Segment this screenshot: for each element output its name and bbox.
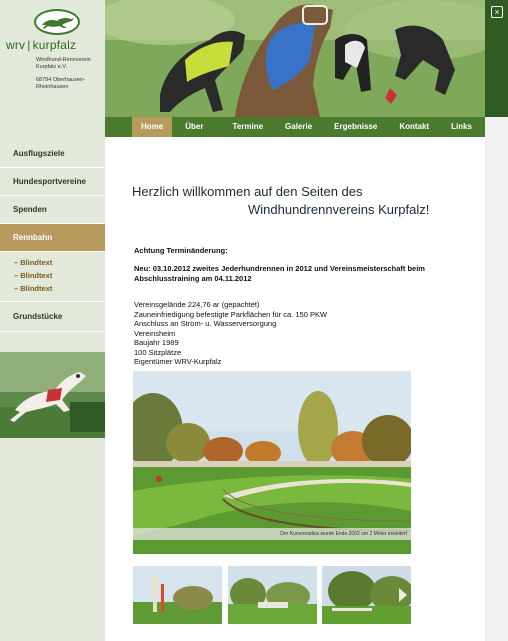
tab-home[interactable]: Home	[132, 117, 172, 137]
fact-line: Anschluss an Strom- u. Wasserversorgung	[134, 319, 277, 328]
tab-galerie[interactable]: Galerie	[285, 122, 313, 131]
fact-line: Eigentümer WRV-Kurpfalz	[134, 357, 222, 366]
sidebar-item-hundesportvereine[interactable]: Hundesportvereine	[0, 168, 105, 196]
right-scroll-strip	[485, 0, 508, 641]
sidebar-greyhound-photo	[0, 352, 105, 438]
chevron-right-icon[interactable]	[399, 588, 407, 602]
sidebar-item-ausflugsziele[interactable]: Ausflugsziele	[0, 140, 105, 168]
fact-line: 100 Sitzplätze	[134, 347, 182, 357]
facility-facts	[134, 300, 434, 367]
logo-wordmark: wrv | kurpfalz	[6, 38, 77, 52]
fact-line: Zauneinfriedigung befestigte Parkflächen für ca. 150 PKW	[134, 309, 328, 319]
subnav-item[interactable]: – Blindtext	[14, 271, 53, 280]
welcome-heading-line2: Windhundrennvereins Kurpfalz!	[248, 202, 430, 217]
logo-wordmark-left: wrv	[6, 38, 26, 52]
sidebar-item-spenden[interactable]: Spenden	[0, 196, 105, 224]
club-address: 68794 Oberhausen-Rheinhausen	[36, 77, 85, 90]
fact-line: Vereinsheim	[134, 328, 176, 338]
sidebar	[0, 0, 105, 641]
tab-termine[interactable]: Termine	[232, 122, 264, 131]
subnav-item[interactable]: – Blindtext	[14, 258, 53, 267]
gallery-thumbnail[interactable]	[228, 566, 317, 624]
close-icon[interactable]: ×	[491, 6, 503, 18]
tab-kontakt[interactable]: Kontakt	[399, 122, 430, 131]
photo-caption: Der Kurvenradius wurde Ende 2002 um 2 Meter erweitert	[133, 528, 411, 540]
greyhound-logo-icon	[34, 9, 80, 35]
notice-body: Neu: 03.10.2012 zweites Jederhundrennen in 2012 und Vereinsmeisterschaft beim Abschlusstraining am 04.11.2012	[134, 264, 425, 283]
header-banner-photo	[105, 0, 485, 117]
subnav-item[interactable]: – Blindtext	[14, 284, 53, 293]
welcome-heading-line1: Herzlich willkommen auf den Seiten des	[132, 184, 363, 199]
sidebar-item-rennbahn[interactable]: Rennbahn	[0, 224, 105, 252]
sidebar-subnav	[0, 252, 105, 302]
logo[interactable]	[0, 0, 105, 140]
fact-line: Baujahr 1989	[134, 338, 179, 347]
gallery-thumbnail[interactable]	[133, 566, 222, 624]
main-content	[105, 137, 485, 641]
logo-wordmark-right: kurpfalz	[32, 38, 77, 52]
right-strip-top	[485, 0, 508, 117]
gallery-thumbnail[interactable]	[322, 566, 411, 624]
club-name: Windhund-Rennverein Kurpfalz e.V.	[36, 57, 91, 70]
sidebar-nav	[0, 140, 105, 332]
tab-ergebnisse[interactable]: Ergebnisse	[334, 122, 378, 131]
fact-line: Vereinsgelände 224,76 ar (gepachtet)	[134, 300, 260, 309]
thumbnail-gallery	[133, 566, 411, 624]
tab-ueber-uns[interactable]: Über	[185, 122, 204, 131]
notice-heading: Achtung Terminänderung:	[134, 246, 228, 255]
race-track-photo[interactable]	[133, 371, 411, 554]
top-navigation	[105, 117, 485, 137]
sidebar-item-grundstuecke[interactable]: Grundstücke	[0, 302, 105, 332]
tab-links[interactable]: Links	[451, 122, 472, 131]
